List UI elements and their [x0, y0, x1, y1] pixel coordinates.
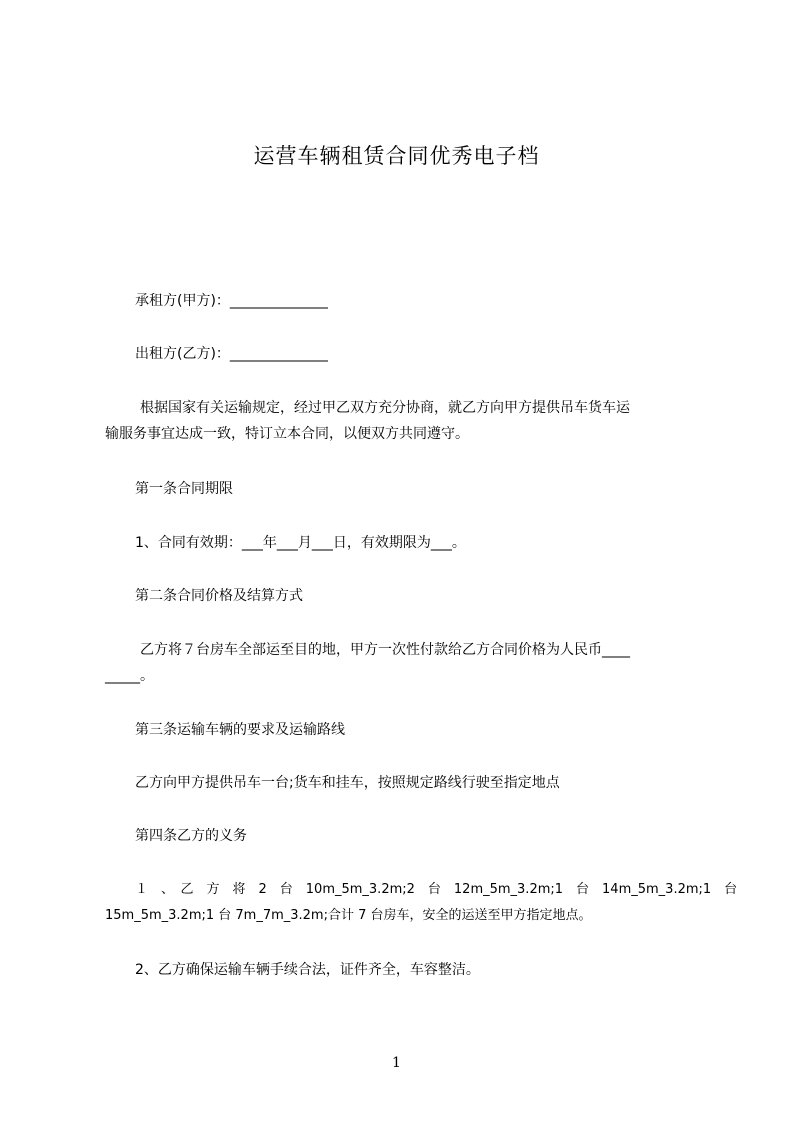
intro-line-1: 根据国家有关运输规定，经过甲乙双方充分协商，就乙方向甲方提供吊车货车运 — [140, 400, 630, 416]
page-number: 1 — [392, 1055, 401, 1071]
lessor-line: 出租方(乙方)：______________ — [135, 346, 328, 362]
intro-line-2: 输服务事宜达成一致，特订立本合同，以便双方共同遵守。 — [105, 426, 469, 442]
article-1-heading: 第一条合同期限 — [135, 481, 233, 497]
article-3-paragraph: 乙方向甲方提供吊车一台;货车和挂车，按照规定路线行驶至指定地点 — [135, 775, 560, 791]
article-1-item-1: 1、合同有效期：___年___月___日，有效期限为___。 — [135, 535, 466, 551]
lessee-line: 承租方(甲方)：______________ — [135, 293, 328, 309]
article-2-heading: 第二条合同价格及结算方式 — [135, 588, 303, 604]
article-2-line-2: _____。 — [105, 668, 154, 684]
intro-paragraph — [105, 397, 700, 445]
article-4-item-1-line-1: １ 、 乙 方 将 2 台 10m_5m_3.2m;2 台 12m_5m_3.2m;1 台 14m_5m_3.2m;1 台 — [135, 882, 738, 897]
article-4-item-1-line-2: 15m_5m_3.2m;1 台 7m_7m_3.2m;合计 7 台房车，安全的运送至甲方指定地点。 — [105, 908, 592, 923]
article-4-item-1 — [105, 879, 738, 927]
article-4-heading: 第四条乙方的义务 — [135, 828, 247, 844]
article-3-heading: 第三条运输车辆的要求及运输路线 — [135, 722, 345, 738]
document-title: 运营车辆租赁合同优秀电子档 — [253, 144, 540, 168]
article-2-paragraph — [105, 639, 700, 687]
article-2-line-1: 乙方将７台房车全部运至目的地，甲方一次性付款给乙方合同价格为人民币____ — [140, 642, 630, 658]
article-4-item-2: 2、乙方确保运输车辆手续合法，证件齐全，车容整洁。 — [135, 962, 480, 978]
